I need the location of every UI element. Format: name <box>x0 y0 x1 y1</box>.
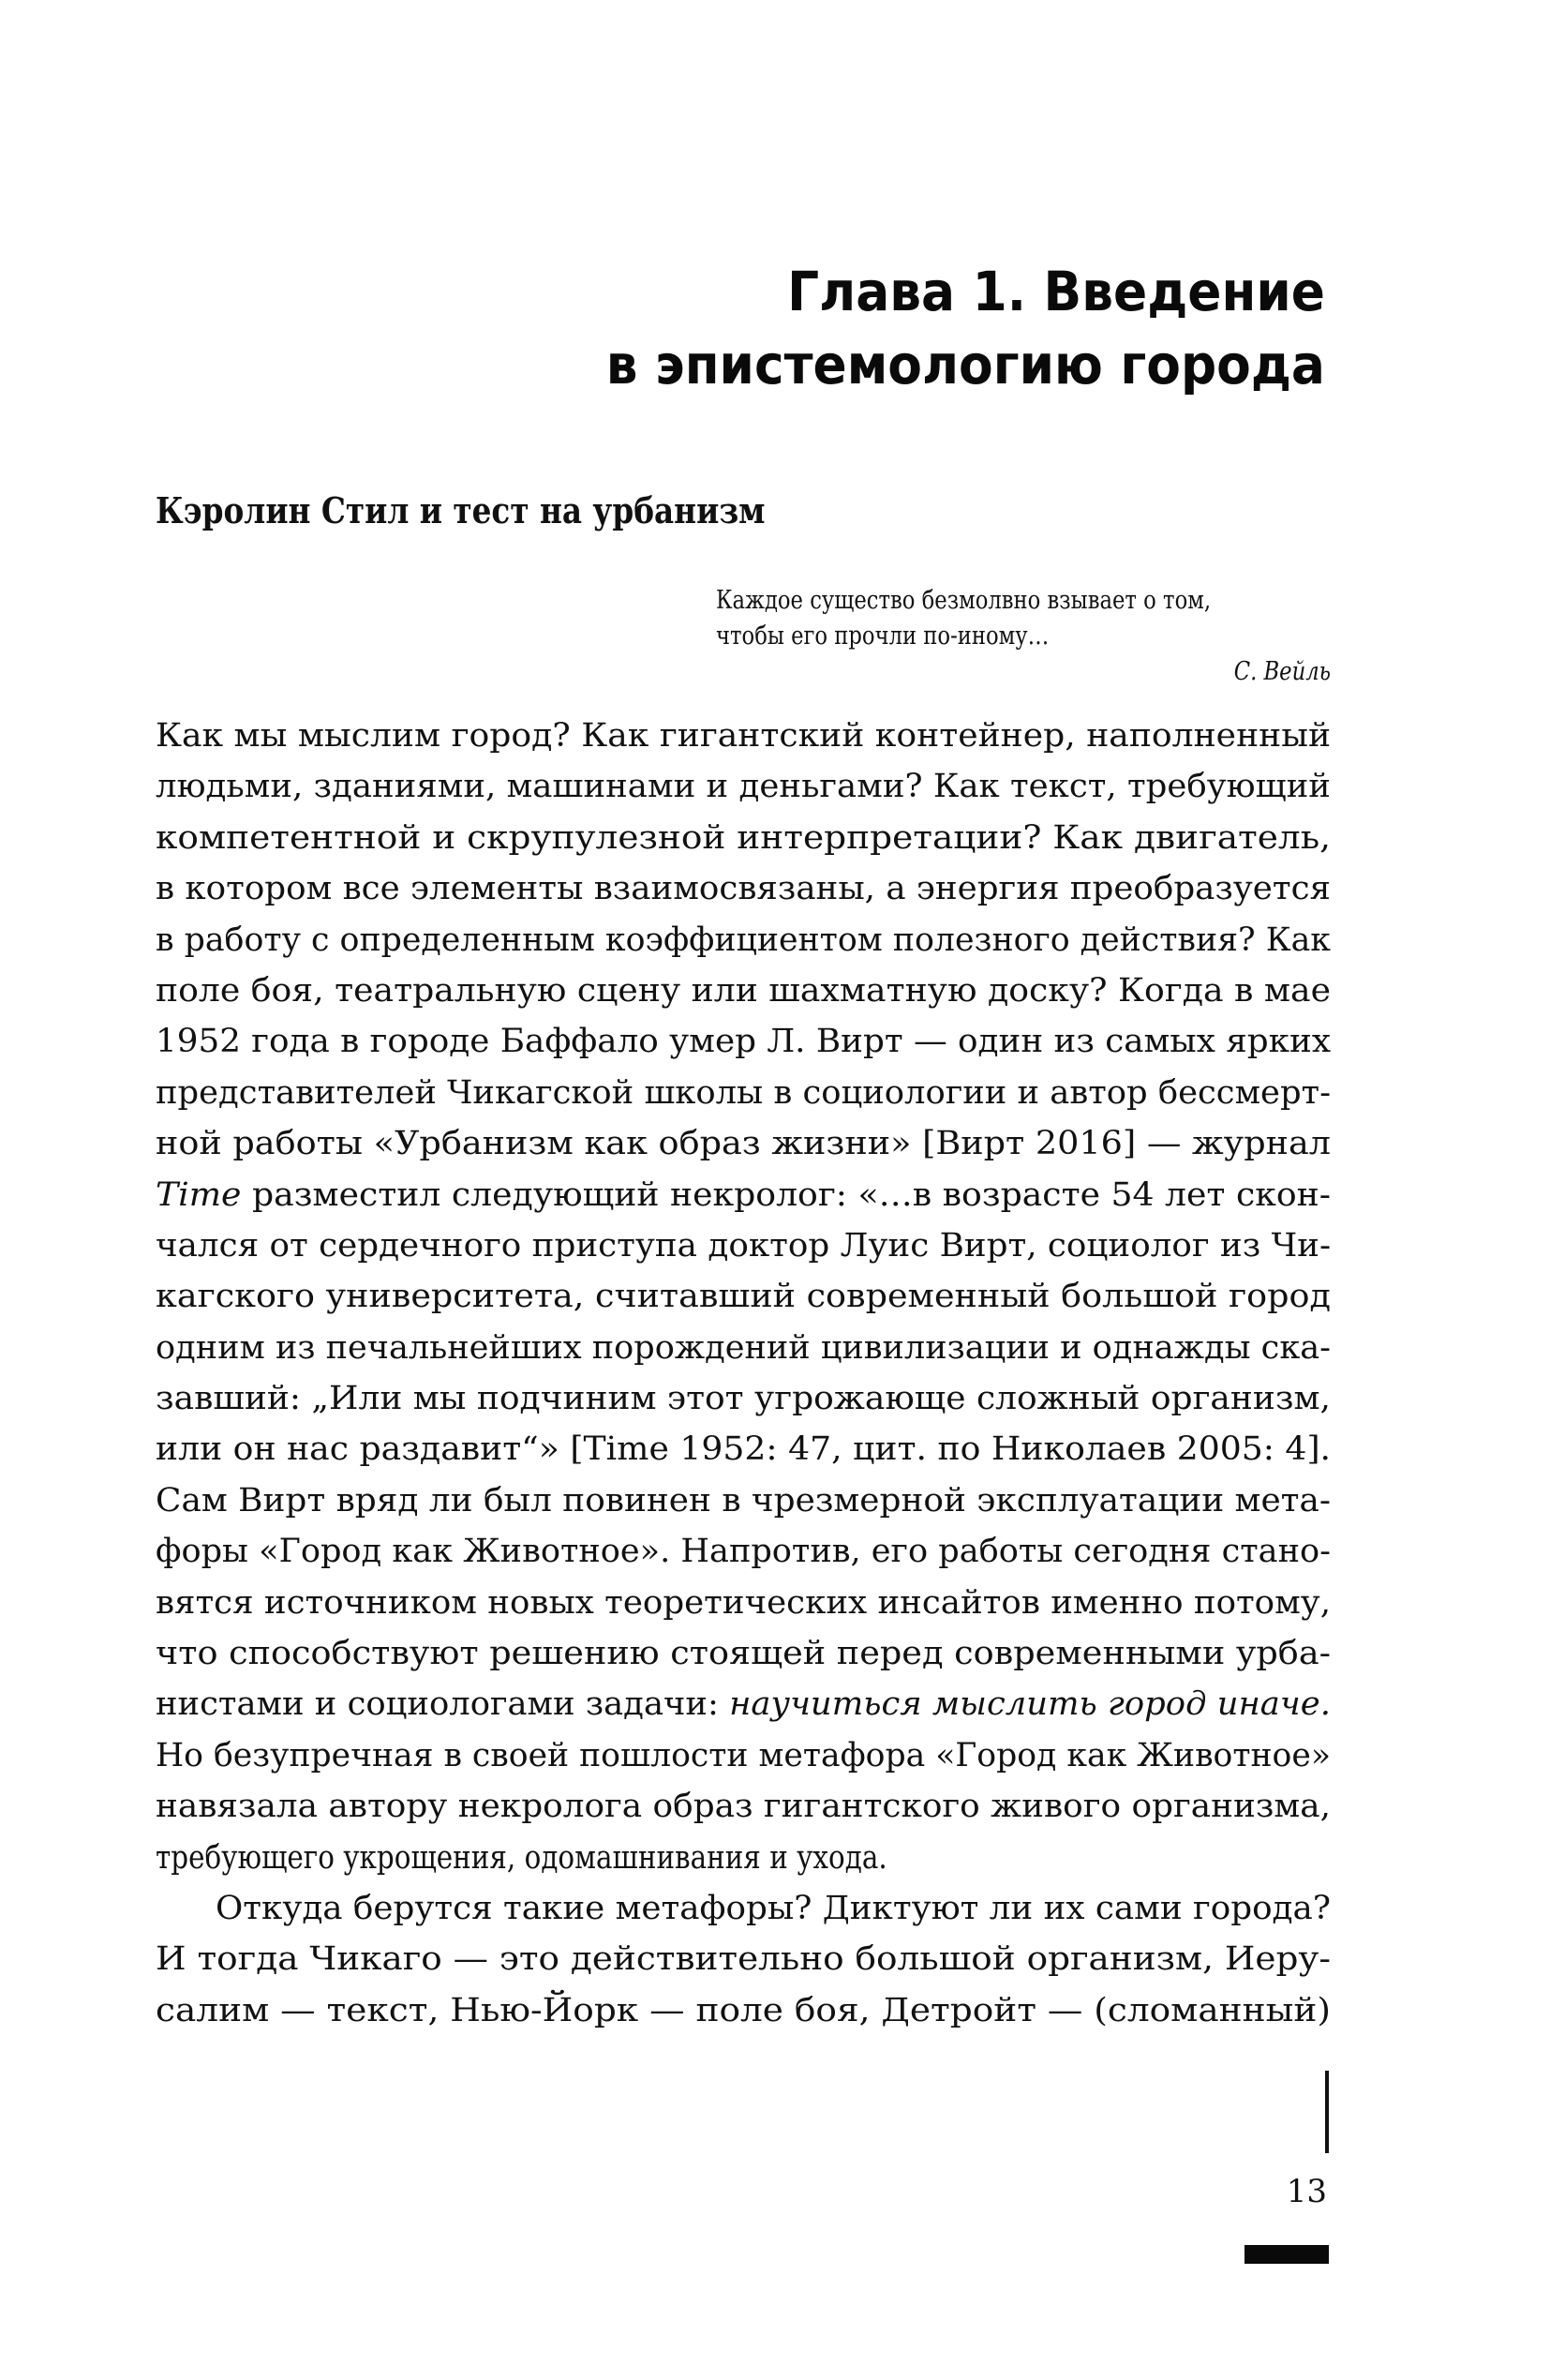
italic-time: Time <box>156 1175 242 1214</box>
italic-phrase: научиться мыслить город иначе. <box>729 1685 1331 1724</box>
body-line: в работу с определенным коэффициентом полезного действия? Как <box>156 921 1332 959</box>
chapter-title-line-2: в эпистемологию города <box>605 333 1325 397</box>
body-line: кагского университета, считавший современный большой город <box>156 1278 1331 1316</box>
body-line: или он нас раздавит“» [Time 1952: 47, цит. по Николаев 2005: 4]. <box>156 1430 1332 1469</box>
epigraph-author: С. Вейль <box>1233 657 1331 686</box>
body-line: Как мы мыслим город? Как гигантский контейнер, наполненный <box>156 717 1332 755</box>
page-marker-bar <box>1244 2245 1329 2264</box>
body-line: компетентной и скрупулезной интерпретации? Как двигатель, <box>156 818 1332 857</box>
body-line: завший: „Или мы подчиним этот угрожающе сложный организм, <box>156 1380 1331 1418</box>
body-line: поле боя, театральную сцену или шахматную доску? Когда в мае <box>156 971 1332 1010</box>
body-text <box>156 711 1331 2036</box>
body-line: нистами и социологами задачи: научиться мыслить город иначе. <box>156 1685 1331 1724</box>
body-line: ной работы «Урбанизм как образ жизни» [Вирт 2016] — журнал <box>156 1125 1332 1163</box>
chapter-title <box>606 255 1325 401</box>
body-line: салим — текст, Нью-Йорк — поле боя, Детройт — (сломанный) <box>156 1991 1331 2029</box>
body-line: вятся источником новых теоретических инсайтов именно потому, <box>156 1583 1332 1622</box>
body-line: людьми, зданиями, машинами и деньгами? Как текст, требующий <box>156 768 1331 806</box>
body-line: 1952 года в городе Баффало умер Л. Вирт — один из самых ярких <box>156 1023 1331 1061</box>
body-line: что способствуют решению стоящей перед современными урба- <box>156 1635 1332 1673</box>
body-line: Но безупречная в своей пошлости метафора «Город как Животное» <box>156 1736 1332 1774</box>
epigraph-line-2: чтобы его прочли по-иному… <box>716 621 1050 651</box>
epigraph-line-1: Каждое существо безмолвно взывает о том, <box>716 586 1212 615</box>
page-marker-rule <box>1325 2071 1329 2153</box>
body-line: И тогда Чикаго — это действительно большой организм, Иеру- <box>156 1940 1332 1979</box>
section-title: Кэролин Стил и тест на урбанизм <box>156 489 766 531</box>
body-line-paragraph-start: Откуда берутся такие метафоры? Диктуют ли их сами города? <box>216 1889 1331 1927</box>
epigraph <box>716 583 1331 690</box>
body-line: одним из печальнейших порождений цивилизации и однажды ска- <box>156 1328 1332 1367</box>
body-line: навязала автору некролога образ гигантского живого организма, <box>156 1788 1331 1826</box>
chapter-title-line-1: Глава 1. Введение <box>787 260 1325 323</box>
page-number: 13 <box>1286 2173 1327 2210</box>
body-line: форы «Город как Животное». Напротив, его работы сегодня стано- <box>156 1533 1331 1571</box>
body-line: Time разместил следующий некролог: «…в возрасте 54 лет скон- <box>156 1175 1331 1214</box>
body-line: в котором все элементы взаимосвязаны, а энергия преобразуется <box>156 870 1332 908</box>
body-line-paragraph-end: требующего укрощения, одомашнивания и ухода. <box>156 1838 887 1877</box>
body-line: представителей Чикагской школы в социологии и автор бессмерт- <box>156 1073 1332 1112</box>
body-line: Сам Вирт вряд ли был повинен в чрезмерной эксплуатации мета- <box>156 1481 1332 1519</box>
body-line: чался от сердечного приступа доктор Луис Вирт, социолог из Чи- <box>156 1226 1332 1265</box>
